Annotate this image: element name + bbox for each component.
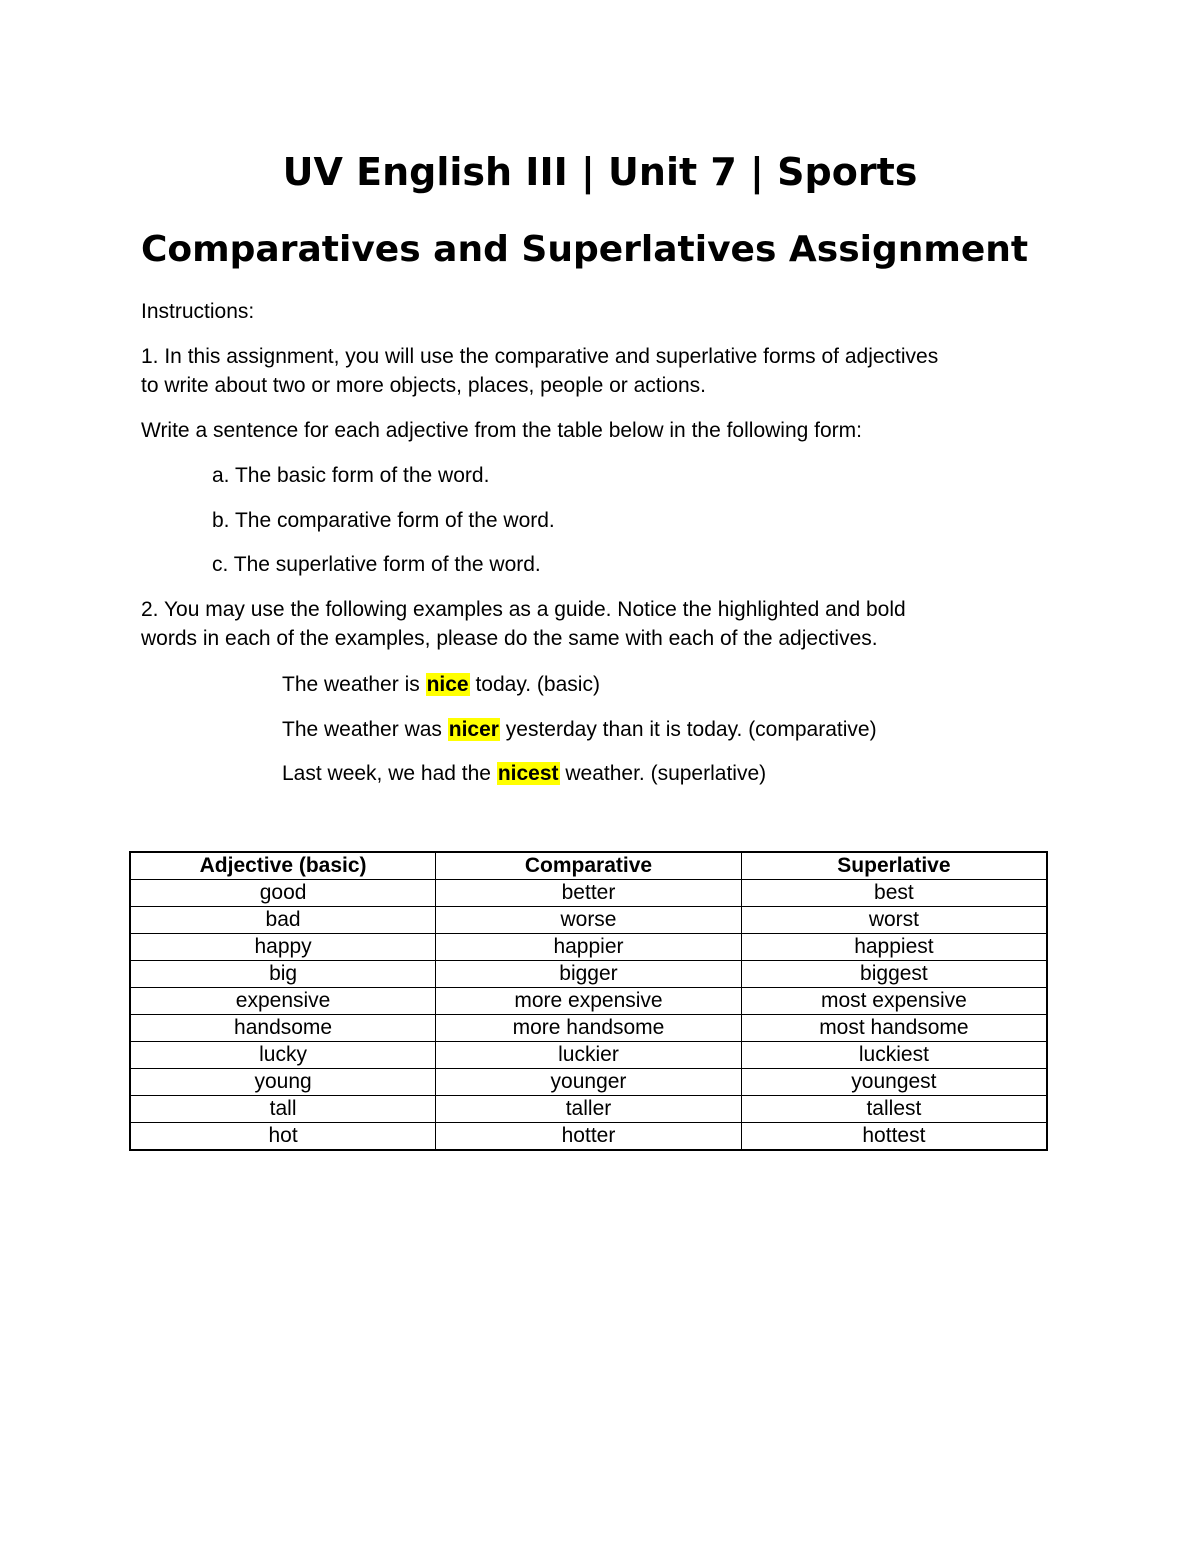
cell-superlative: most handsome [741,1015,1047,1042]
cell-superlative: happiest [741,934,1047,961]
form-item-comparative: b. The comparative form of the word. [212,509,555,532]
cell-superlative: biggest [741,961,1047,988]
highlighted-word: nice [426,673,469,696]
cell-comparative: taller [436,1096,742,1123]
cell-comparative: bigger [436,961,742,988]
table-row [130,1042,1047,1069]
step1-line2: to write about two or more objects, places, people or actions. [141,374,706,397]
cell-comparative: more handsome [436,1015,742,1042]
table-row [130,1069,1047,1096]
table-row [130,934,1047,961]
table-row [130,880,1047,907]
cell-superlative: youngest [741,1069,1047,1096]
table-row [130,961,1047,988]
cell-basic: bad [130,907,436,934]
cell-comparative: happier [436,934,742,961]
cell-superlative: luckiest [741,1042,1047,1069]
cell-comparative: worse [436,907,742,934]
table-row [130,1096,1047,1123]
table-row [130,907,1047,934]
header-comparative: Comparative [436,852,742,880]
cell-comparative: more expensive [436,988,742,1015]
cell-comparative: hotter [436,1123,742,1151]
form-item-basic: a. The basic form of the word. [212,464,490,487]
table-header-row [130,852,1047,880]
cell-basic: tall [130,1096,436,1123]
step1-line1: 1. In this assignment, you will use the comparative and superlative forms of adjectives [141,345,939,368]
cell-superlative: best [741,880,1047,907]
adjectives-table [129,851,1048,1151]
instructions-heading: Instructions: [141,300,255,323]
cell-comparative: luckier [436,1042,742,1069]
example-comparative [282,715,877,744]
cell-basic: young [130,1069,436,1096]
form-item-superlative: c. The superlative form of the word. [212,553,541,576]
highlighted-word: nicest [497,762,559,785]
table-row [130,988,1047,1015]
example-text-before: Last week, we had the [282,762,497,785]
example-text-before: The weather was [282,718,448,741]
step2-line2: words in each of the examples, please do the same with each of the adjectives. [141,627,878,650]
step2-line1: 2. You may use the following examples as a guide. Notice the highlighted and bold [141,598,906,621]
cell-basic: hot [130,1123,436,1151]
table-row [130,1015,1047,1042]
example-text-after: yesterday than it is today. (comparative) [499,718,877,741]
cell-comparative: younger [436,1069,742,1096]
cell-basic: expensive [130,988,436,1015]
cell-superlative: most expensive [741,988,1047,1015]
example-text-before: The weather is [282,673,426,696]
write-prompt: Write a sentence for each adjective from the table below in the following form: [141,419,862,442]
example-text-after: today. (basic) [469,673,600,696]
header-basic: Adjective (basic) [130,852,436,880]
table-row [130,1123,1047,1151]
assignment-title: Comparatives and Superlatives Assignment [141,229,1029,270]
cell-superlative: hottest [741,1123,1047,1151]
cell-basic: good [130,880,436,907]
example-text-after: weather. (superlative) [559,762,767,785]
example-superlative [282,759,766,788]
cell-basic: lucky [130,1042,436,1069]
highlighted-word: nicer [448,718,499,741]
course-title: UV English III | Unit 7 | Sports [282,150,918,194]
example-basic [282,670,600,699]
cell-basic: big [130,961,436,988]
cell-basic: handsome [130,1015,436,1042]
cell-comparative: better [436,880,742,907]
cell-basic: happy [130,934,436,961]
cell-superlative: tallest [741,1096,1047,1123]
cell-superlative: worst [741,907,1047,934]
header-superlative: Superlative [741,852,1047,880]
